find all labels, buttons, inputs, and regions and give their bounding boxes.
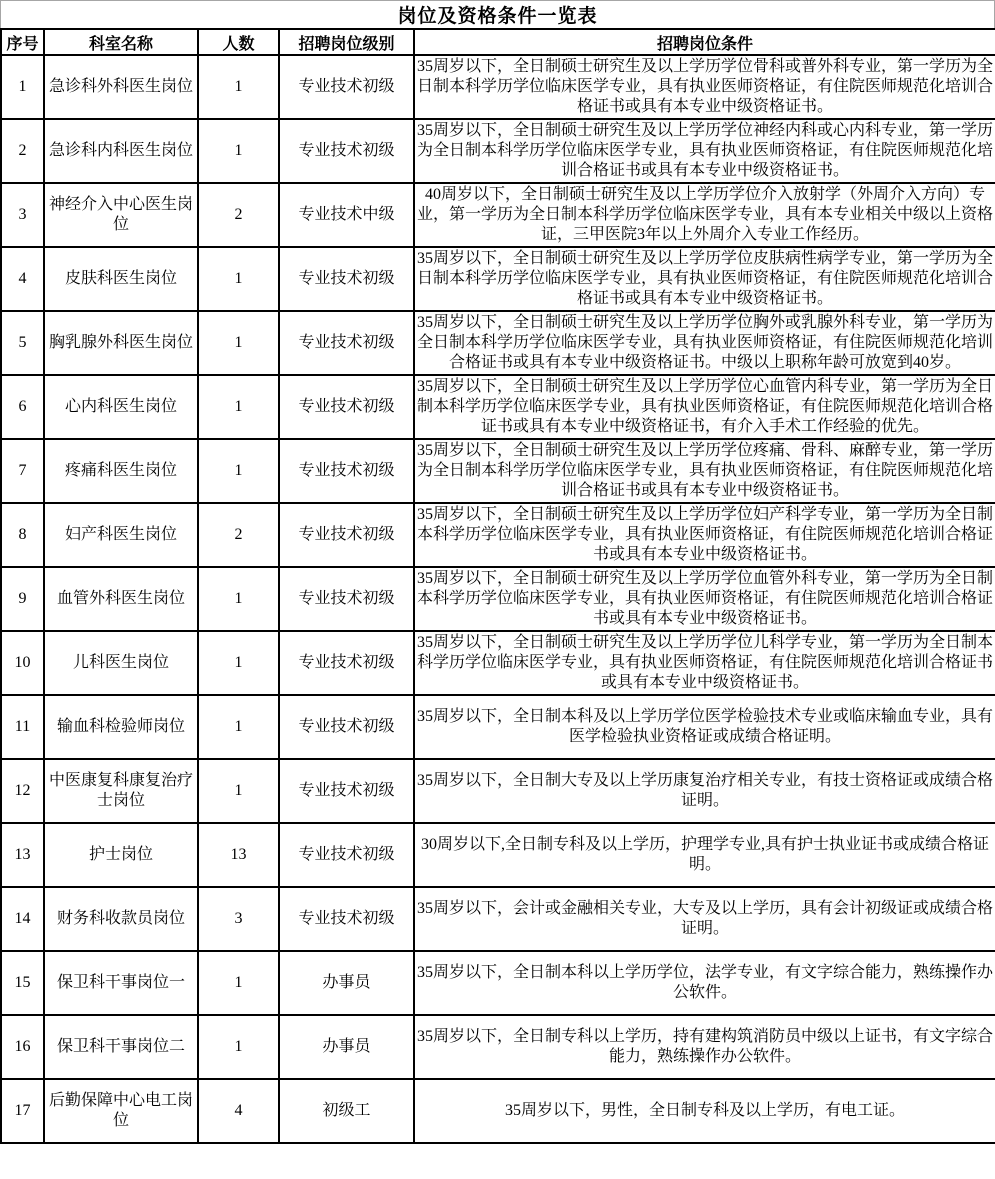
table-body — [1, 55, 995, 1143]
cell-department: 妇产科医生岗位 — [44, 503, 198, 567]
cell-condition — [414, 1015, 995, 1079]
cell-level: 专业技术初级 — [279, 695, 414, 759]
cell-department: 胸乳腺外科医生岗位 — [44, 311, 198, 375]
cell-row-number: 13 — [1, 823, 44, 887]
cell-level: 专业技术初级 — [279, 375, 414, 439]
cell-condition — [414, 631, 995, 695]
cell-department: 财务科收款员岗位 — [44, 887, 198, 951]
cell-headcount: 2 — [198, 503, 279, 567]
table-row — [1, 951, 995, 1015]
cell-level: 办事员 — [279, 951, 414, 1015]
cell-row-number: 9 — [1, 567, 44, 631]
table-row — [1, 887, 995, 951]
header-count: 人数 — [198, 29, 279, 55]
condition-text: 35周岁以下，全日制硕士研究生及以上学历学位皮肤病性病学专业，第一学历为全日制本科学历学位临床医学专业，具有执业医师资格证，有住院医师规范化培训合格证书或具有本专业中级资格证书。 — [416, 250, 993, 307]
cell-row-number: 1 — [1, 55, 44, 119]
cell-headcount: 1 — [198, 1015, 279, 1079]
cell-row-number: 2 — [1, 119, 44, 183]
cell-headcount: 1 — [198, 631, 279, 695]
cell-level: 专业技术初级 — [279, 887, 414, 951]
cell-headcount: 1 — [198, 567, 279, 631]
cell-row-number: 8 — [1, 503, 44, 567]
cell-row-number: 3 — [1, 183, 44, 247]
condition-text: 35周岁以下，全日制硕士研究生及以上学历学位骨科或普外科专业，第一学历为全日制本科学历学位临床医学专业，具有执业医师资格证，有住院医师规范化培训合格证书或具有本专业中级资格证书。 — [416, 58, 993, 115]
cell-department: 后勤保障中心电工岗位 — [44, 1079, 198, 1143]
cell-condition — [414, 695, 995, 759]
cell-headcount: 1 — [198, 439, 279, 503]
cell-department: 保卫科干事岗位一 — [44, 951, 198, 1015]
cell-condition — [414, 311, 995, 375]
cell-level: 专业技术初级 — [279, 439, 414, 503]
cell-condition — [414, 375, 995, 439]
cell-level: 专业技术初级 — [279, 247, 414, 311]
cell-row-number: 17 — [1, 1079, 44, 1143]
page-title: 岗位及资格条件一览表 — [0, 0, 995, 28]
cell-row-number: 14 — [1, 887, 44, 951]
cell-condition — [414, 55, 995, 119]
condition-text: 35周岁以下，全日制本科以上学历学位，法学专业，有文字综合能力，熟练操作办公软件。 — [416, 964, 993, 1001]
cell-headcount: 2 — [198, 183, 279, 247]
cell-department: 急诊科外科医生岗位 — [44, 55, 198, 119]
cell-headcount: 1 — [198, 55, 279, 119]
cell-level: 专业技术中级 — [279, 183, 414, 247]
condition-text: 35周岁以下，全日制大专及以上学历康复治疗相关专业，有技士资格证或成绩合格证明。 — [416, 772, 993, 809]
cell-level: 专业技术初级 — [279, 55, 414, 119]
cell-headcount: 1 — [198, 247, 279, 311]
cell-row-number: 5 — [1, 311, 44, 375]
cell-department: 皮肤科医生岗位 — [44, 247, 198, 311]
header-condition: 招聘岗位条件 — [414, 29, 995, 55]
cell-condition — [414, 951, 995, 1015]
table-row — [1, 1079, 995, 1143]
table-row — [1, 567, 995, 631]
cell-level: 专业技术初级 — [279, 567, 414, 631]
cell-level: 专业技术初级 — [279, 503, 414, 567]
cell-row-number: 12 — [1, 759, 44, 823]
cell-row-number: 4 — [1, 247, 44, 311]
cell-department: 神经介入中心医生岗位 — [44, 183, 198, 247]
cell-condition — [414, 503, 995, 567]
condition-text: 35周岁以下，男性，全日制专科及以上学历，有电工证。 — [504, 1102, 905, 1119]
header-level: 招聘岗位级别 — [279, 29, 414, 55]
cell-condition — [414, 183, 995, 247]
cell-headcount: 13 — [198, 823, 279, 887]
cell-level: 专业技术初级 — [279, 631, 414, 695]
cell-row-number: 10 — [1, 631, 44, 695]
table-row — [1, 759, 995, 823]
condition-text: 35周岁以下，全日制硕士研究生及以上学历学位心血管内科专业，第一学历为全日制本科学历学位临床医学专业，具有执业医师资格证，有住院医师规范化培训合格证书或具有本专业中级资格证书，有介入手术工作经验的优先。 — [416, 378, 993, 435]
table-row — [1, 55, 995, 119]
condition-text: 35周岁以下，全日制硕士研究生及以上学历学位儿科学专业，第一学历为全日制本科学历学位临床医学专业，具有执业医师资格证，有住院医师规范化培训合格证书或具有本专业中级资格证书。 — [416, 634, 993, 691]
condition-text: 35周岁以下，全日制硕士研究生及以上学历学位疼痛、骨科、麻醉专业，第一学历为全日制本科学历学位临床医学专业，具有执业医师资格证，有住院医师规范化培训合格证书或具有本专业中级资格证书。 — [416, 442, 993, 499]
cell-condition — [414, 119, 995, 183]
cell-condition — [414, 247, 995, 311]
cell-level: 专业技术初级 — [279, 311, 414, 375]
cell-department: 儿科医生岗位 — [44, 631, 198, 695]
cell-headcount: 4 — [198, 1079, 279, 1143]
cell-department: 心内科医生岗位 — [44, 375, 198, 439]
table-row — [1, 375, 995, 439]
cell-department: 保卫科干事岗位二 — [44, 1015, 198, 1079]
condition-text: 35周岁以下，全日制硕士研究生及以上学历学位神经内科或心内科专业，第一学历为全日制本科学历学位临床医学专业，具有执业医师资格证，有住院医师规范化培训合格证书或具有本专业中级资格证书。 — [416, 122, 993, 179]
cell-headcount: 1 — [198, 311, 279, 375]
cell-department: 急诊科内科医生岗位 — [44, 119, 198, 183]
cell-condition — [414, 439, 995, 503]
table-row — [1, 695, 995, 759]
positions-table — [0, 28, 995, 1144]
cell-level: 初级工 — [279, 1079, 414, 1143]
cell-condition — [414, 567, 995, 631]
cell-headcount: 1 — [198, 119, 279, 183]
table-row — [1, 823, 995, 887]
table-row — [1, 439, 995, 503]
table-row — [1, 183, 995, 247]
table-row — [1, 247, 995, 311]
table-row — [1, 503, 995, 567]
condition-text: 35周岁以下，全日制硕士研究生及以上学历学位胸外或乳腺外科专业，第一学历为全日制本科学历学位临床医学专业，具有执业医师资格证，有住院医师规范化培训合格证书或具有本专业中级资格证书。中级以上职称年龄可放宽到40岁。 — [416, 314, 993, 371]
cell-condition — [414, 887, 995, 951]
table-row — [1, 1015, 995, 1079]
condition-text: 35周岁以下，会计或金融相关专业，大专及以上学历，具有会计初级证或成绩合格证明。 — [416, 900, 993, 937]
cell-condition — [414, 823, 995, 887]
cell-headcount: 1 — [198, 951, 279, 1015]
condition-text: 35周岁以下，全日制专科以上学历，持有建构筑消防员中级以上证书，有文字综合能力，熟练操作办公软件。 — [416, 1028, 993, 1065]
cell-row-number: 7 — [1, 439, 44, 503]
header-dept: 科室名称 — [44, 29, 198, 55]
cell-row-number: 16 — [1, 1015, 44, 1079]
table-row — [1, 631, 995, 695]
condition-text: 35周岁以下，全日制本科及以上学历学位医学检验技术专业或临床输血专业，具有医学检验执业资格证或成绩合格证明。 — [416, 708, 993, 745]
cell-condition — [414, 759, 995, 823]
cell-level: 办事员 — [279, 1015, 414, 1079]
cell-department: 疼痛科医生岗位 — [44, 439, 198, 503]
cell-row-number: 15 — [1, 951, 44, 1015]
header-row — [1, 29, 995, 55]
table-row — [1, 311, 995, 375]
cell-row-number: 11 — [1, 695, 44, 759]
condition-text: 35周岁以下，全日制硕士研究生及以上学历学位血管外科专业，第一学历为全日制本科学历学位临床医学专业，具有执业医师资格证，有住院医师规范化培训合格证书或具有本专业中级资格证书。 — [416, 570, 993, 627]
cell-condition — [414, 1079, 995, 1143]
cell-row-number: 6 — [1, 375, 44, 439]
cell-headcount: 1 — [198, 695, 279, 759]
cell-headcount: 1 — [198, 375, 279, 439]
condition-text: 35周岁以下，全日制硕士研究生及以上学历学位妇产科学专业，第一学历为全日制本科学历学位临床医学专业，具有执业医师资格证，有住院医师规范化培训合格证书或具有本专业中级资格证书。 — [416, 506, 993, 563]
condition-text: 40周岁以下，全日制硕士研究生及以上学历学位介入放射学（外周介入方向）专业，第一学历为全日制本科学历学位临床医学专业，具有本专业相关中级以上资格证，三甲医院3年以上外周介入专业工作经历。 — [416, 186, 993, 243]
cell-level: 专业技术初级 — [279, 759, 414, 823]
cell-headcount: 3 — [198, 887, 279, 951]
header-no: 序号 — [1, 29, 44, 55]
condition-text: 30周岁以下,全日制专科及以上学历，护理学专业,具有护士执业证书或成绩合格证明。 — [420, 836, 989, 873]
cell-department: 血管外科医生岗位 — [44, 567, 198, 631]
cell-department: 护士岗位 — [44, 823, 198, 887]
table-row — [1, 119, 995, 183]
cell-level: 专业技术初级 — [279, 119, 414, 183]
cell-level: 专业技术初级 — [279, 823, 414, 887]
cell-headcount: 1 — [198, 759, 279, 823]
cell-department: 输血科检验师岗位 — [44, 695, 198, 759]
cell-department: 中医康复科康复治疗士岗位 — [44, 759, 198, 823]
